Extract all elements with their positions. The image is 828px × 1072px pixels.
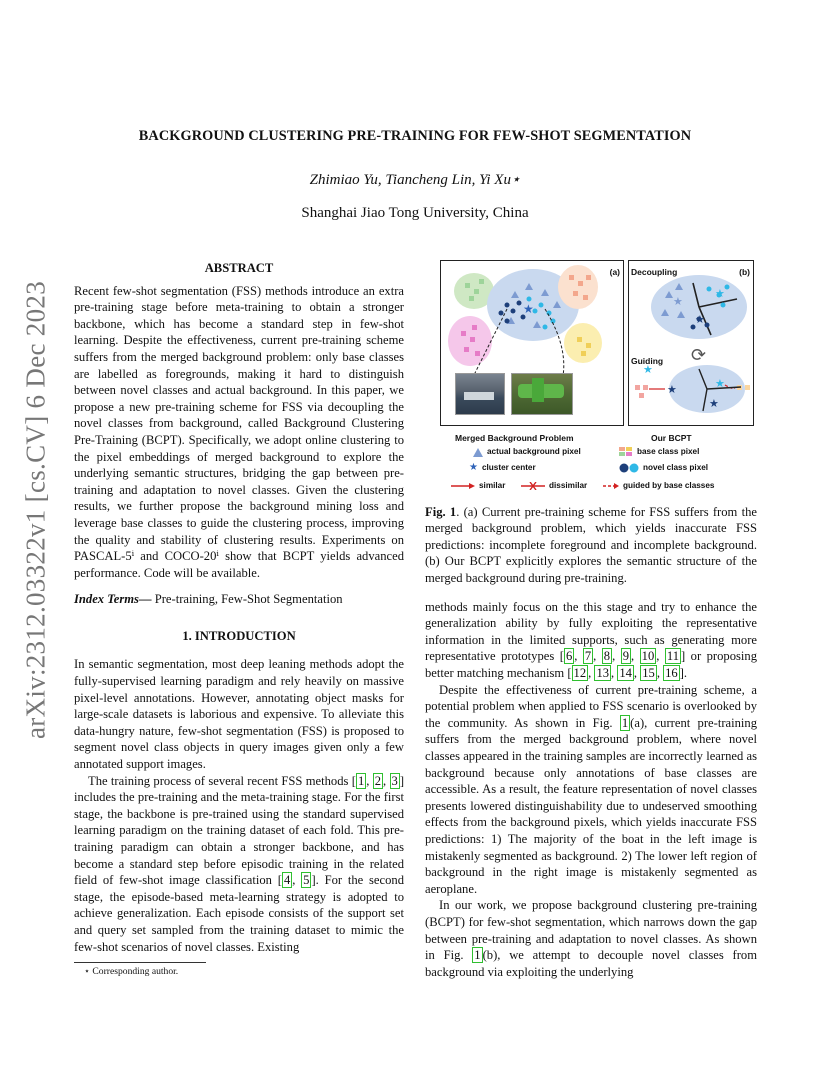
figure-panel-b [628, 260, 754, 426]
legend-novel-pixel-label: novel class pixel [643, 463, 709, 472]
cluster-center-star: ★ [673, 296, 683, 308]
triangle-icon [473, 448, 483, 457]
legend-cluster-center [469, 460, 536, 477]
citation-link[interactable]: 11 [666, 649, 679, 664]
legend-similar [451, 478, 505, 495]
right-p3-text-b: (b), we attempt to decouple novel classes from background via exploiting the underlying [425, 948, 757, 979]
decoupling-label: Decoupling [631, 267, 678, 277]
index-terms-text: Pre-training, Few-Shot Segmentation [151, 592, 343, 607]
citation-link[interactable]: 14 [619, 666, 632, 680]
caption-label: Fig. 1 [425, 505, 457, 519]
cycle-icon: ⟳ [691, 345, 707, 365]
arrow-right-icon [451, 482, 475, 490]
intro-paragraph-1: In semantic segmentation, most deep leaning methods adopt the fully-supervised learning paradigm and rely heavily on massive pixel-level annotations. However, annotating object masks for large-scale datasets is laborious and expensive. To alleviate this data-hungry nature, few-shot segmentation (FSS) is proposed to segment novel class objects in query images given only a few annotated support images. [74, 657, 404, 772]
index-terms [74, 591, 404, 608]
cluster-center-star: ★ [695, 314, 705, 326]
bcpt-diagram [629, 261, 753, 425]
footnote: ⋆ Corresponding author. [84, 966, 179, 977]
caption-text: . (a) Current pre-training scheme for FSS suffers from the merged background problem, which yields inaccurate FSS predictions: incomplete foreground and incomplete background. (b) Our BCPT explicitly explores the semantic structure of the merged background during pre-training. [425, 505, 757, 585]
square-icon [619, 447, 633, 457]
orange-cluster [558, 265, 598, 309]
yellow-cluster [564, 323, 602, 363]
citation-link[interactable]: 15 [642, 666, 655, 680]
intro-p2-text-a: The training process of several recent FSS methods [88, 773, 352, 788]
legend-dissimilar [521, 478, 587, 495]
legend-dissimilar-label: dissimilar [549, 481, 588, 490]
figure-link[interactable]: 1 [474, 948, 481, 963]
legend-cluster-center-label: cluster center [481, 463, 536, 472]
paper-title: BACKGROUND CLUSTERING PRE-TRAINING FOR FEW-SHOT SEGMENTATION [138, 128, 692, 144]
citation-link[interactable]: 4 [283, 873, 291, 888]
cluster-center-star: ★ [667, 384, 677, 396]
right-p2-text-a: Despite the effectiveness of current pre-training scheme, a potential problem when applied to FSS scenario is overlooked by the community. As shown in Fig. [425, 682, 757, 730]
citation-link[interactable]: 10 [641, 649, 655, 664]
guiding-label: Guiding [631, 356, 664, 366]
cluster-center-star: ★ [709, 398, 719, 410]
cluster-center-star: ★ [715, 378, 725, 390]
sample-image-aeroplane [511, 373, 573, 415]
figure-panel-a [440, 260, 624, 426]
index-terms-label: Index Terms— [74, 592, 152, 607]
right-p1-text-c: . [683, 666, 688, 680]
citation-link[interactable]: 13 [596, 666, 610, 680]
footnote-rule [74, 962, 206, 963]
citation-link[interactable]: 2 [374, 773, 382, 788]
arxiv-identifier [14, 280, 58, 740]
abstract-heading: ABSTRACT [204, 261, 274, 275]
legend-guided-label: guided by base classes [623, 481, 715, 490]
abstract-text: Recent few-shot segmentation (FSS) methods introduce an extra pre-training stage before meta-training to obtain a stronger backbone, which has become a standard step in few-shot learning. Despite the effectiveness, current pre-training scheme suffers from the merged background problem: only base classes are labelled as foregrounds, making it hard to distinguish between novel classes and actual background. In this paper, we propose a new pre-training scheme for FSS via decoupling the novel classes from background, called Background Clustering Pre-Training (BCPT). Specifically, we adopt online clustering to the pixel embeddings of merged background to explore the underlying semantic structures, bridging the gap between pre-training and adaptation to novel classes. Given the clustering results, we further propose the background mining loss and leverage base classes to guide the clustering process, improving the quality and stability of clustering results. Experiments on PASCAL-5ⁱ and COCO-20ⁱ show that BCPT yields advanced performance. Code will be available. [74, 283, 404, 580]
panel-b-caption: Our BCPT [651, 433, 692, 443]
intro-p2-text-b: includes the pre-training and the meta-training stage. For the first stage, the backbone is pre-trained using the standard supervised learning paradigm on the training dataset of each fold. This pre-training paradigm can obtain a stronger backbone, and has become a standard step before episodic training in the related field of few-shot image classification [74, 790, 404, 888]
right-p1-text-a: methods mainly focus on the this stage and try to enhance the generalization ability by fully exploiting the representative information in the limited supports, such as generating more representative prototypes [425, 599, 757, 664]
right-p2-text-b: (a), current pre-training suffers from the merged background problem, where novel classes appeared in the training samples are incorrectly learned as background because only annotations of base classes are accessible. As a result, the feature representation of novel classes presents lowered distinguishability due to undeserved smoothing effects from the background pixels, which yields inaccurate FSS predictions: 1) The majority of the boat in the left image is mistakenly segmented as background. 2) The lower left region of background in the right image is mistakenly segmented as aeroplane. [425, 715, 758, 896]
sample-image-boat [455, 373, 505, 415]
citation-link[interactable]: 9 [622, 649, 630, 664]
panel-a-tag: (a) [609, 267, 620, 277]
introduction-heading: 1. INTRODUCTION [182, 628, 296, 643]
dashed-arrow-icon [603, 482, 619, 490]
right-paragraph-2 [425, 682, 757, 898]
cluster-center-star: ★ [523, 302, 534, 316]
citation-link[interactable]: 1 [357, 773, 365, 788]
legend-base-pixel [619, 444, 699, 461]
panel-b-tag: (b) [739, 267, 750, 277]
arxiv-identifier-text: arXiv:2312.03322v1 [cs.CV] 6 Dec 2023 [20, 280, 51, 740]
figure-1 [425, 258, 757, 490]
right-column [425, 258, 757, 980]
figure-caption [425, 504, 757, 586]
paper-affiliation: Shanghai Jiao Tong University, China [301, 205, 529, 221]
citation-link[interactable]: 6 [565, 649, 573, 664]
legend-base-pixel-label: base class pixel [637, 447, 700, 456]
paper-authors: Zhimiao Yu, Tiancheng Lin, Yi Xu⋆ [309, 172, 521, 188]
legend-guided [603, 478, 714, 495]
right-p1-text-b: or proposing better matching mechanism [425, 649, 758, 680]
left-column [74, 260, 404, 955]
legend-similar-label: similar [479, 481, 506, 490]
cluster-center-star: ★ [715, 288, 725, 300]
citation-link[interactable]: 3 [391, 773, 398, 788]
panel-a-caption: Merged Background Problem [455, 433, 574, 443]
citation-link[interactable]: 12 [573, 666, 587, 680]
citation-link[interactable]: 7 [584, 649, 592, 664]
intro-p2-text-c: . For the second stage, the episode-based meta-learning strategy is adopted to achieve generalization. Each episode consists of the support set and query set sampled from the training dataset to mimic the few-shot scenarios of novel classes. Existing [74, 873, 405, 954]
circle-icon [619, 463, 639, 473]
citation-link[interactable]: 16 [665, 666, 678, 680]
cluster-center-star: ★ [643, 364, 653, 376]
citation-link[interactable]: 5 [303, 873, 310, 888]
legend-actual-background [473, 444, 581, 461]
cross-arrow-icon [521, 482, 545, 490]
citation-link[interactable]: 8 [603, 649, 611, 664]
legend-actual-background-label: actual background pixel [487, 447, 581, 456]
figure-link[interactable]: 1 [621, 715, 629, 730]
right-p3-text-a: In our work, we propose background clustering pre-training (BCPT) for few-shot segmentation, which narrows down the gap between pre-training and adaptation to novel classes. As shown in Fig. [425, 898, 757, 963]
legend-novel-pixel [619, 460, 708, 477]
right-paragraph-1: methods mainly focus on the this stage and try to enhance the generalization ability by fully exploiting the representative information in the limited supports, such as generating more representative prototypes [ 6 , 7 , 8 , 9 , 10 , 11 ] or proposing better matching mechanism [ 12 , 13 , 14 , 15 , 16 ]. [425, 599, 758, 680]
intro-paragraph-2: The training process of several recent FSS methods [ 1 , 2 , 3 ] includes the pre-training and the meta-training stage. For the first stage, the backbone is pre-trained using the standard supervised learning paradigm on the training dataset of each fold. This pre-training paradigm can obtain a stronger backbone, and has become a standard step before episodic training in the related field of few-shot image classification [ 4 , 5 ]. For the second stage, the episode-based meta-learning strategy is adopted to achieve generalization. Each episode consists of the support set and query set sampled from the training dataset to mimic the few-shot scenarios of novel classes. Existing [74, 773, 405, 954]
right-paragraph-3 [425, 897, 757, 980]
star-icon: ★ [469, 462, 478, 473]
